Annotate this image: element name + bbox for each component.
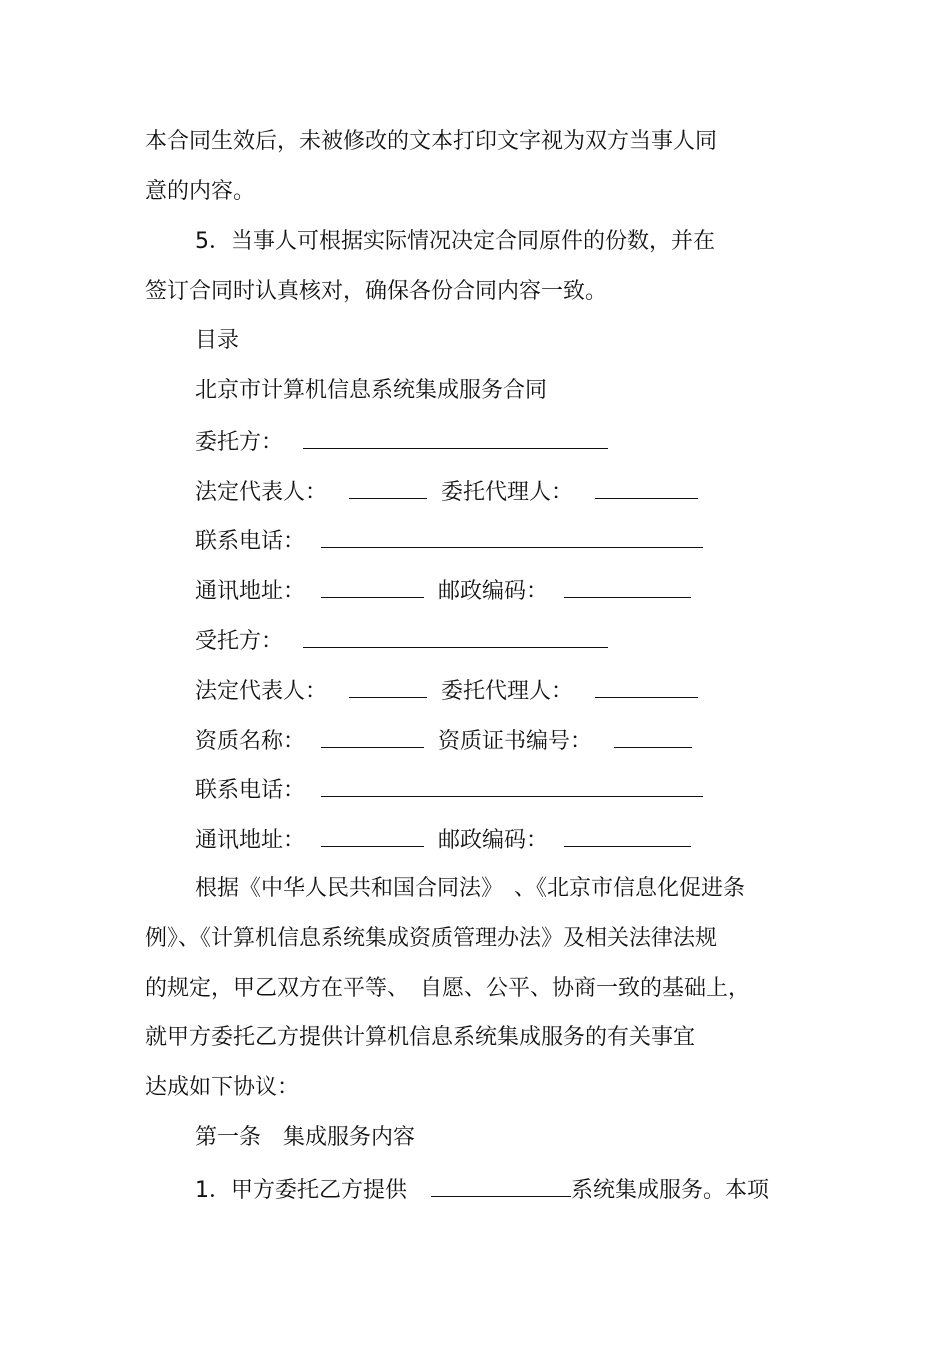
qual-name-label: 资质名称： — [195, 729, 306, 754]
client-label: 委托方： — [195, 430, 284, 455]
preamble-line: 根据《中华人民共和国合同法》 、《北京市信息化促进条 — [195, 876, 746, 901]
address-row — [195, 826, 691, 854]
qual-cert-label: 资质证书编号： — [438, 729, 593, 754]
client-row — [195, 428, 608, 456]
address-label: 通讯地址： — [195, 579, 306, 604]
agent-blank[interactable] — [595, 478, 698, 499]
text-line: 本合同生效后，未被修改的文本打印文字视为双方当事人同 — [145, 129, 718, 154]
preamble-line: 的规定，甲乙双方在平等、 自愿、公平、协商一致的基础上， — [145, 976, 751, 1001]
clause-text: 1．甲方委托乙方提供 — [195, 1178, 407, 1203]
legal-rep-row — [195, 478, 698, 506]
qual-cert-blank[interactable] — [614, 727, 692, 748]
preamble-line: 就甲方委托乙方提供计算机信息系统集成服务的有关事宜 — [145, 1025, 696, 1050]
legal-rep-blank[interactable] — [349, 677, 427, 698]
preamble-line: 达成如下协议： — [145, 1075, 300, 1100]
text-line: 5．当事人可根据实际情况决定合同原件的份数，并在 — [195, 229, 715, 254]
contractor-row — [195, 627, 608, 655]
phone-label: 联系电话： — [195, 529, 306, 554]
legal-rep-label: 法定代表人： — [195, 679, 328, 704]
text-line: 意的内容。 — [145, 179, 256, 204]
legal-rep-row — [195, 677, 698, 705]
phone-blank[interactable] — [321, 527, 703, 548]
toc-heading: 目录 — [195, 328, 240, 353]
preamble-line: 例》、《计算机信息系统集成资质管理办法》及相关法律法规 — [145, 926, 718, 951]
phone-blank[interactable] — [321, 776, 703, 797]
clause-text: 系统集成服务。本项 — [571, 1178, 770, 1203]
text-line: 签订合同时认真核对，确保各份合同内容一致。 — [145, 279, 608, 304]
address-blank[interactable] — [321, 577, 424, 598]
contractor-label: 受托方： — [195, 629, 284, 654]
agent-label: 委托代理人： — [441, 480, 574, 505]
address-row — [195, 577, 691, 605]
agent-label: 委托代理人： — [441, 679, 574, 704]
postcode-label: 邮政编码： — [438, 828, 549, 853]
phone-label: 联系电话： — [195, 778, 306, 803]
contract-title: 北京市计算机信息系统集成服务合同 — [195, 378, 548, 403]
article-heading: 第一条 集成服务内容 — [195, 1125, 416, 1150]
address-blank[interactable] — [321, 826, 424, 847]
postcode-blank[interactable] — [564, 826, 691, 847]
clause-line — [195, 1176, 769, 1204]
qual-name-blank[interactable] — [321, 727, 424, 748]
phone-row — [195, 527, 703, 555]
phone-row — [195, 776, 703, 804]
contractor-blank[interactable] — [303, 627, 608, 648]
agent-blank[interactable] — [595, 677, 698, 698]
client-blank[interactable] — [303, 428, 608, 449]
service-blank[interactable] — [431, 1176, 571, 1197]
postcode-label: 邮政编码： — [438, 579, 549, 604]
qualification-row — [195, 727, 692, 755]
legal-rep-label: 法定代表人： — [195, 480, 328, 505]
postcode-blank[interactable] — [564, 577, 691, 598]
legal-rep-blank[interactable] — [349, 478, 427, 499]
address-label: 通讯地址： — [195, 828, 306, 853]
